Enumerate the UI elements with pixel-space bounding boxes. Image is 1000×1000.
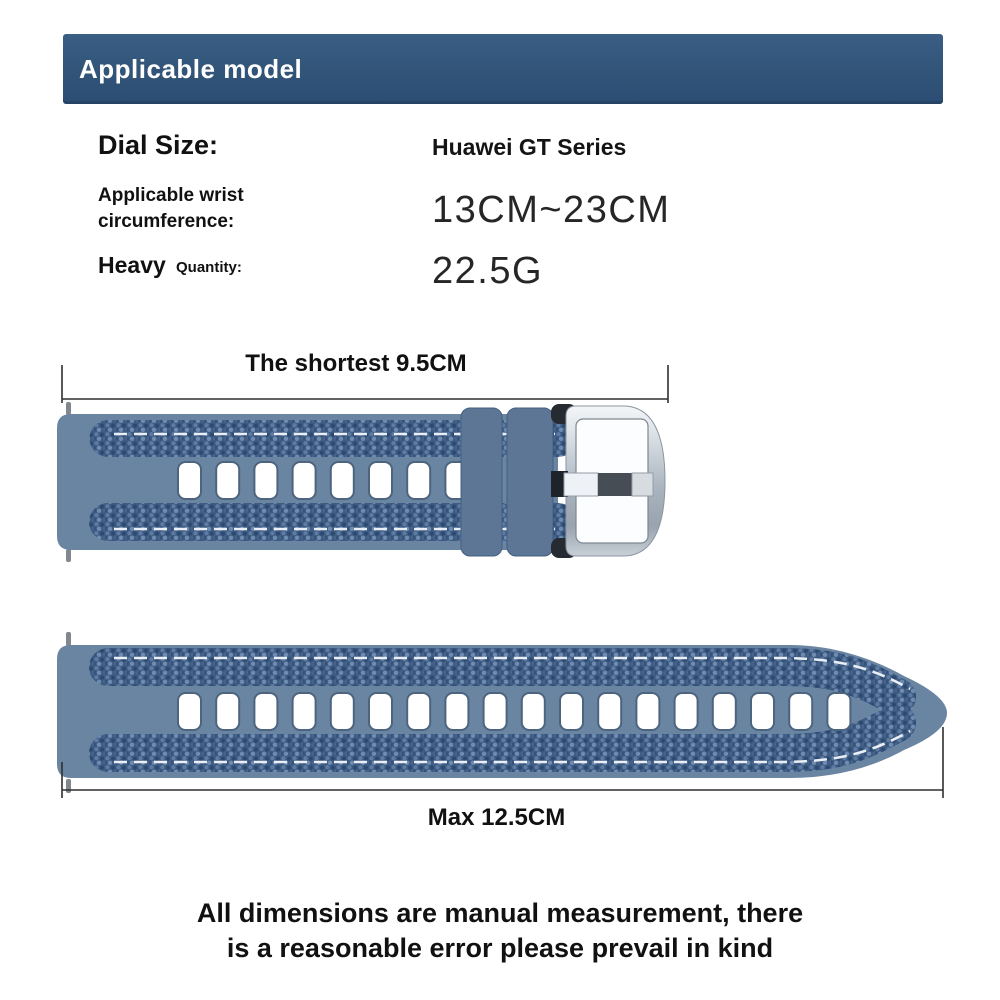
disclaimer-line-1: All dimensions are manual measurement, there	[196, 898, 804, 928]
strap-hole	[598, 693, 621, 730]
strap-hole	[369, 693, 392, 730]
buckle-tang	[564, 473, 598, 496]
strap-hole	[407, 462, 430, 499]
strap-hole	[216, 693, 239, 730]
spec-sublabel-quantity: Quantity:	[176, 259, 242, 276]
disclaimer-line-2: is a reasonable error please prevail in kind	[226, 933, 774, 963]
strap-hole	[789, 693, 812, 730]
bottom-band-length-label: Max 12.5CM	[427, 804, 566, 831]
strap-hole	[407, 693, 430, 730]
disclaimer-text	[0, 896, 1000, 966]
spec-value-dial-size: Huawei GT Series	[432, 134, 627, 160]
strap-hole	[254, 693, 277, 730]
spring-bar-pin	[66, 549, 71, 562]
buckle-tang	[632, 473, 653, 496]
strap-hole	[216, 462, 239, 499]
strap-hole	[445, 693, 468, 730]
spring-bar-pin	[66, 402, 71, 415]
header-bar	[63, 34, 943, 104]
buckle-tang	[598, 473, 632, 496]
dimension-line-shortest	[62, 365, 668, 403]
strap-hole	[522, 693, 545, 730]
strap-hole	[254, 462, 277, 499]
spec-label-wrist-circumference: Applicable wrist circumference:	[98, 185, 244, 232]
top-band-length-label: The shortest 9.5CM	[245, 350, 467, 377]
strap-hole	[293, 693, 316, 730]
strap-hole	[331, 462, 354, 499]
strap-hole	[178, 693, 201, 730]
spec-label-dial-size: Dial Size:	[98, 130, 219, 160]
strap-hole	[713, 693, 736, 730]
strap-hole	[675, 693, 698, 730]
strap-hole	[636, 693, 659, 730]
top-band-illustration	[50, 360, 690, 575]
bottom-band-illustration	[50, 612, 960, 807]
page-title: Applicable model	[79, 53, 303, 84]
spec-value-weight: 22.5G	[432, 250, 544, 292]
strap-hole	[827, 693, 850, 730]
strap-hole	[560, 693, 583, 730]
keeper-loop	[461, 408, 502, 556]
buckle	[551, 404, 665, 558]
spec-value-wrist-circumference: 13CM~23CM	[432, 189, 671, 231]
strap-hole	[331, 693, 354, 730]
spring-bar-pin	[66, 779, 71, 793]
strap-hole	[293, 462, 316, 499]
strap-hole	[178, 462, 201, 499]
strap-hole	[484, 693, 507, 730]
keeper-loop	[507, 408, 553, 556]
spring-bar-pin	[66, 632, 71, 646]
strap-hole	[369, 462, 392, 499]
strap-hole	[751, 693, 774, 730]
spec-label-weight: Heavy	[98, 252, 166, 278]
